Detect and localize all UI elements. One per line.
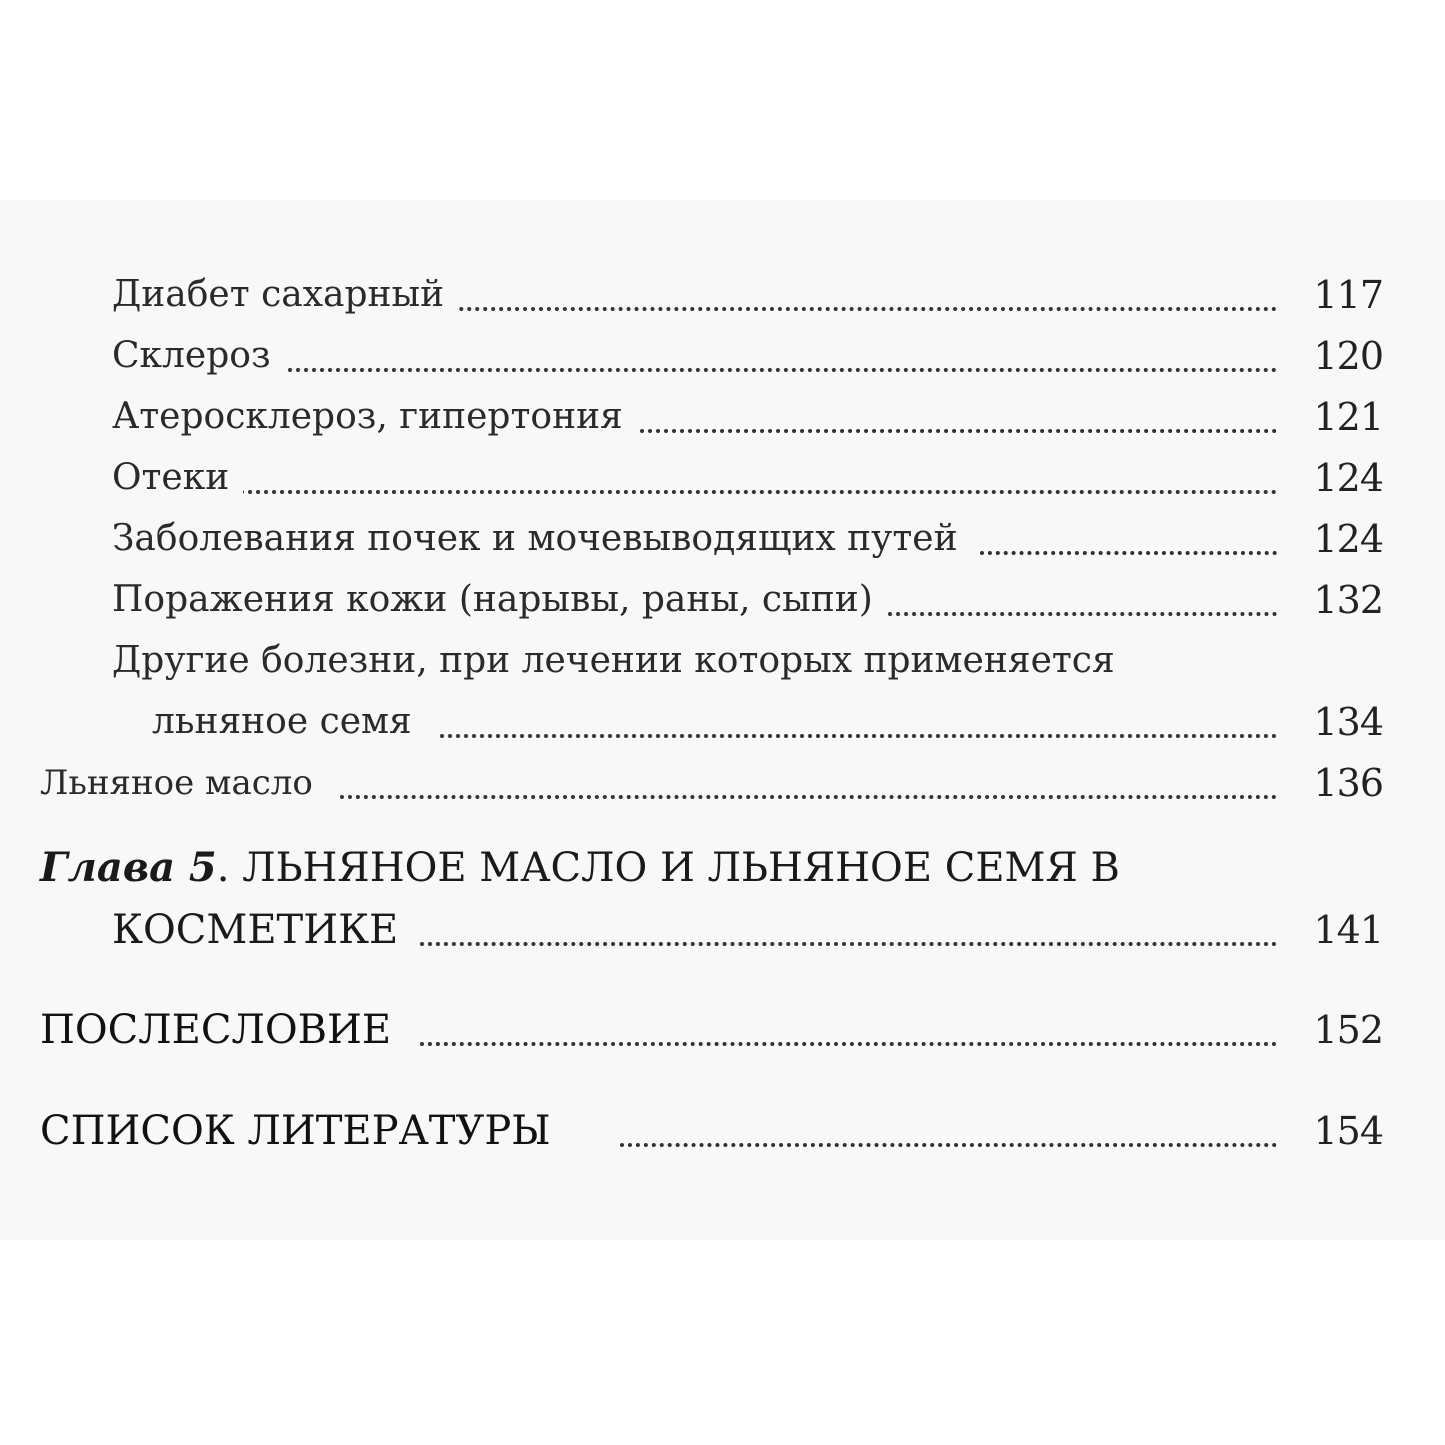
dot-leader [440, 734, 1277, 738]
dot-leader [340, 795, 1277, 799]
chapter-title: . ЛЬНЯНОЕ МАСЛО И ЛЬНЯНОЕ СЕМЯ В [216, 845, 1120, 891]
toc-entry-title: Атеросклероз, гипертония [112, 387, 637, 447]
toc-entry-skin-lesions[interactable] [0, 570, 1445, 630]
toc-entry-title-continuation: КОСМЕТИКЕ [112, 900, 412, 960]
toc-page-number: 124 [1313, 517, 1383, 561]
toc-entry-atherosclerosis[interactable] [0, 387, 1445, 447]
toc-entry-title: ПОСЛЕСЛОВИЕ [40, 1000, 405, 1060]
toc-entry-title: Льняное масло [40, 753, 327, 813]
dot-leader [880, 612, 1277, 616]
toc-entry-title-continuation: льняное семя [152, 692, 426, 752]
toc-page-number: 124 [1313, 456, 1383, 500]
chapter-label: Глава 5 [40, 844, 217, 891]
dot-leader [240, 490, 1277, 494]
toc-entry-chapter-5-cont[interactable] [0, 900, 1445, 960]
toc-page-number: 154 [1313, 1109, 1383, 1153]
dot-leader [980, 551, 1277, 555]
toc-page-number: 141 [1313, 908, 1383, 952]
dot-leader [620, 1143, 1277, 1147]
toc-entry-chapter-5[interactable] [0, 838, 1445, 898]
toc-entry-afterword[interactable] [0, 1000, 1445, 1060]
toc-entry-title: СПИСОК ЛИТЕРАТУРЫ [40, 1101, 565, 1161]
toc-entry-title: Диабет сахарный [112, 265, 458, 325]
toc-entry-sclerosis[interactable] [0, 326, 1445, 386]
toc-entry-bibliography[interactable] [0, 1101, 1445, 1161]
dot-leader [420, 942, 1277, 946]
toc-page-number: 134 [1313, 700, 1383, 744]
dot-leader [600, 429, 1277, 433]
toc-entry-title: Склероз [112, 326, 285, 386]
toc-entry-diabetes[interactable] [0, 265, 1445, 325]
toc-entry-edema[interactable] [0, 448, 1445, 508]
toc-entry-title: Заболевания почек и мочевыводящих путей [112, 509, 972, 569]
dot-leader [420, 1042, 1277, 1046]
toc-entry-other-diseases-cont[interactable] [0, 692, 1445, 752]
toc-entry-title: Отеки [112, 448, 243, 508]
toc-page-number: 120 [1313, 334, 1383, 378]
toc-entry-title: Другие болезни, при лечении которых применяется [112, 631, 1115, 691]
toc-page-number: 117 [1313, 273, 1383, 317]
toc-page-number: 136 [1313, 761, 1383, 805]
toc-entry-title [40, 838, 1120, 898]
toc-page-number: 152 [1313, 1008, 1383, 1052]
toc-entry-kidney-diseases[interactable] [0, 509, 1445, 569]
toc-entry-other-diseases[interactable] [0, 631, 1445, 691]
toc-page-number: 132 [1313, 578, 1383, 622]
toc-entry-title: Поражения кожи (нарывы, раны, сыпи) [112, 570, 887, 630]
toc-page-number: 121 [1313, 395, 1383, 439]
dot-leader [280, 368, 1277, 372]
toc-entry-flaxseed-oil[interactable] [0, 753, 1445, 813]
